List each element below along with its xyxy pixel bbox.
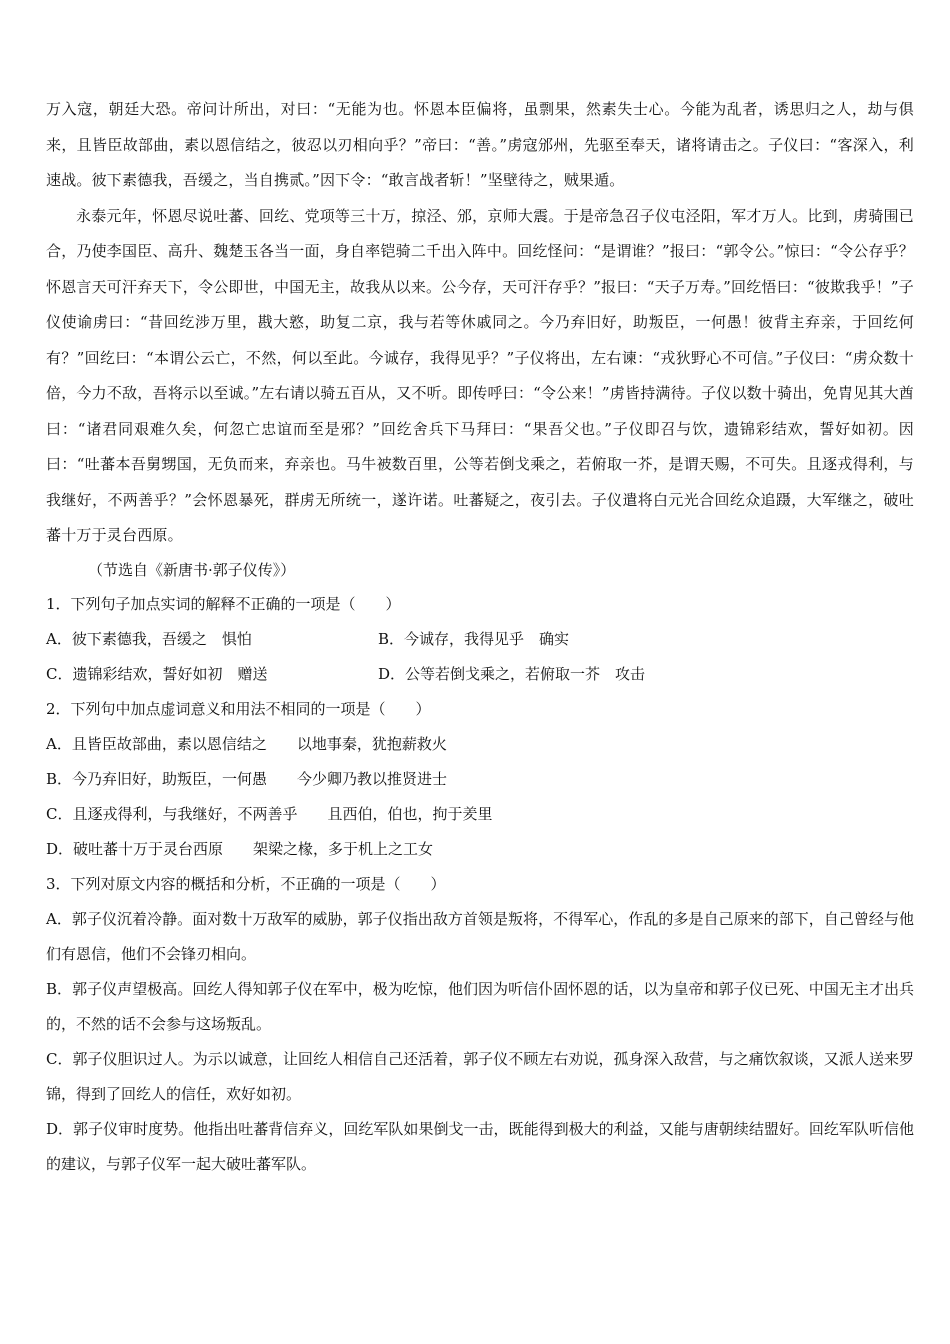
question-1-options-row-1 [46, 622, 914, 657]
document-page [46, 92, 914, 1182]
passage-source: （节选自《新唐书·郭子仪传》） [88, 560, 296, 579]
question-3-stem: 3．下列对原文内容的概括和分析，不正确的一项是（ ） [46, 874, 446, 893]
question-3-option-b: B．郭子仪声望极高。回纥人得知郭子仪在军中，极为吃惊，他们因为听信仆固怀恩的话，以为皇帝和郭子仪已死、中国无主才出兵的，不然的话不会参与这场叛乱。 [46, 979, 914, 1033]
question-2-option-c-left: C．且逐戎得利，与我继好，不两善乎 [46, 804, 298, 823]
passage [46, 92, 914, 554]
question-3-option-c: C．郭子仪胆识过人。为示以诚意，让回纥人相信自己还活着，郭子仪不顾左右劝说，孤身深入敌营，与之痛饮叙谈，又派人送来罗锦，得到了回纥人的信任，欢好如初。 [46, 1049, 914, 1103]
question-2-option-a-right: 以地事秦，犹抱薪救火 [296, 734, 447, 753]
question-3-option-a: A．郭子仪沉着冷静。面对数十万敌军的威胁，郭子仪指出敌方首领是叛将，不得军心，作乱的多是自己原来的部下，自己曾经与他们有恩信，他们不会锋刃相向。 [46, 909, 914, 963]
question-1-option-b: B．今诚存，我得见乎 确实 [378, 629, 570, 648]
question-1-options-row-2 [46, 657, 914, 692]
question-2-stem: 2．下列句中加点虚词意义和用法不相同的一项是（ ） [46, 699, 431, 718]
question-2-option-d-left: D．破吐蕃十万于灵台西原 [46, 839, 224, 858]
question-1-option-d: D．公等若倒戈乘之，若俯取一芥 攻击 [378, 664, 646, 683]
question-2-option-a-left: A．且皆臣故部曲，素以恩信结之 [46, 734, 267, 753]
question-1 [46, 587, 914, 692]
question-2-option-d [46, 832, 914, 867]
question-1-stem: 1．下列句子加点实词的解释不正确的一项是（ ） [46, 594, 401, 613]
question-2-option-b-right: 今少卿乃教以推贤进士 [297, 769, 448, 788]
passage-paragraph-2: 永泰元年，怀恩尽说吐蕃、回纥、党项等三十万，掠泾、邠，京师大震。于是帝急召子仪屯泾阳，军才万人。比到，虏骑围已合，乃使李国臣、高升、魏楚玉各当一面，身自率铠骑二千出入阵中。回纥怪问：“是谓谁？”报曰：“郭令公。”惊曰：“令公存乎？怀恩言天可汗弃天下，令公即世，中国无主，故我从以来。公今存，天可汗存乎？”报曰：“天子万寿。”回纥悟曰：“彼欺我乎！”子仪使谕虏曰：“昔回纥涉万里，戡大憝，助复二京，我与若等休戚同之。今乃弃旧好，助叛臣，一何愚！彼背主弃亲，于回纥何有？”回纥曰：“本谓公云亡，不然，何以至此。今诚存，我得见乎？”子仪将出，左右谏：“戎狄野心不可信。”子仪曰：“虏众数十倍，今力不敌，吾将示以至诚。”左右请以骑五百从，又不听。即传呼曰：“令公来！”虏皆持满待。子仪以数十骑出，免胄见其大酋曰：“诸君同艰难久矣，何忽亡忠谊而至是邪？”回纥舍兵下马拜曰：“果吾父也。”子仪即召与饮，遗锦彩结欢，誓好如初。因曰：“吐蕃本吾舅甥国，无负而来，弃亲也。马牛被数百里，公等若倒戈乘之，若俯取一芥，是谓天赐，不可失。且逐戎得利，与我继好，不两善乎？”会怀恩暴死，群虏无所统一，遂许诺。吐蕃疑之，夜引去。子仪遣将白元光合回纥众追蹑，大军继之，破吐蕃十万于灵台西原。 [46, 206, 914, 544]
question-1-option-a: A．彼下素德我，吾缓之 惧怕 [46, 629, 252, 648]
question-2-option-b-left: B．今乃弃旧好，助叛臣，一何愚 [46, 769, 268, 788]
question-2-option-a [46, 727, 914, 762]
question-1-option-c: C．遗锦彩结欢，誓好如初 赠送 [46, 664, 268, 683]
question-3-option-d: D．郭子仪审时度势。他指出吐蕃背信弃义，回纥军队如果倒戈一击，既能得到极大的利益，又能与唐朝续结盟好。回纥军队听信他的建议，与郭子仪军一起大破吐蕃军队。 [46, 1119, 914, 1173]
question-2-option-d-right: 架梁之椽，多于机上之工女 [253, 839, 434, 858]
question-2-option-c [46, 797, 914, 832]
question-3 [46, 867, 914, 1182]
question-2-option-b [46, 762, 914, 797]
question-2 [46, 692, 914, 867]
question-2-option-c-right: 且西伯，伯也，拘于羑里 [327, 804, 493, 823]
passage-paragraph-1: 万入寇，朝廷大恐。帝问计所出，对曰：“无能为也。怀恩本臣偏将，虽剽果，然素失士心。今能为乱者，诱思归之人，劫与俱来，且皆臣故部曲，素以恩信结之，彼忍以刃相向乎？”帝曰：“善。”虏寇邠州，先驱至奉天，诸将请击之。子仪曰：“客深入，利速战。彼下素德我，吾缓之，当自携贰。”因下令：“敢言战者斩！”坚壁待之，贼果遁。 [46, 100, 914, 189]
